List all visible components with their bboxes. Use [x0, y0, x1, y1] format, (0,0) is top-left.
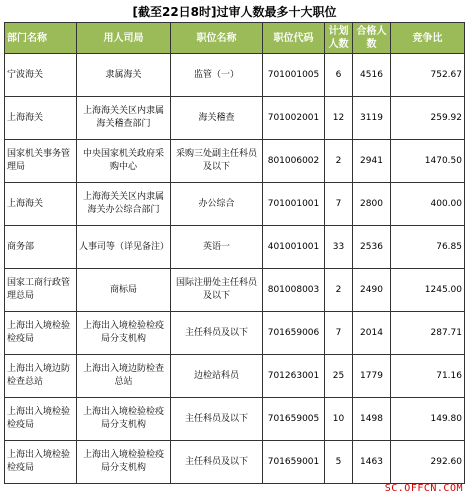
code-cell: 401001001 [263, 226, 325, 269]
header-qualified: 合格人数 [353, 23, 391, 54]
code-cell: 701001001 [263, 183, 325, 226]
bureau-cell: 人事司等（详见备注） [77, 226, 171, 269]
position-cell: 采购三处副主任科员及以下 [171, 140, 263, 183]
plan-cell: 12 [325, 97, 353, 140]
qualified-cell: 3119 [353, 97, 391, 140]
plan-cell: 5 [325, 441, 353, 484]
position-cell: 办公综合 [171, 183, 263, 226]
dept-cell: 国家工商行政管理总局 [5, 269, 77, 312]
plan-cell: 25 [325, 355, 353, 398]
position-cell: 监管（一） [171, 54, 263, 97]
qualified-cell: 1498 [353, 398, 391, 441]
bureau-cell: 上海出入境检验检疫局分支机构 [77, 398, 171, 441]
table-row [5, 226, 465, 269]
ratio-cell: 752.67 [391, 54, 465, 97]
code-cell: 701659005 [263, 398, 325, 441]
position-cell: 边检站科员 [171, 355, 263, 398]
ratio-cell: 1470.50 [391, 140, 465, 183]
qualified-cell: 2490 [353, 269, 391, 312]
position-cell: 主任科员及以下 [171, 398, 263, 441]
bureau-cell: 上海出入境边防检查总站 [77, 355, 171, 398]
plan-cell: 2 [325, 140, 353, 183]
ratio-cell: 287.71 [391, 312, 465, 355]
plan-cell: 2 [325, 269, 353, 312]
qualified-cell: 2014 [353, 312, 391, 355]
table-row [5, 269, 465, 312]
code-cell: 801006002 [263, 140, 325, 183]
plan-cell: 7 [325, 183, 353, 226]
ratio-cell: 400.00 [391, 183, 465, 226]
page-title: [截至22日8时]过审人数最多十大职位 [132, 5, 337, 19]
qualified-cell: 1463 [353, 441, 391, 484]
ratio-cell: 76.85 [391, 226, 465, 269]
ratio-cell: 149.80 [391, 398, 465, 441]
watermark: SC.OFFCN.COM [384, 483, 463, 494]
table-row [5, 312, 465, 355]
ratio-cell: 259.92 [391, 97, 465, 140]
position-cell: 英语一 [171, 226, 263, 269]
dept-cell: 商务部 [5, 226, 77, 269]
dept-cell: 上海海关 [5, 97, 77, 140]
ratio-cell: 71.16 [391, 355, 465, 398]
dept-cell: 上海出入境边防检查总站 [5, 355, 77, 398]
qualified-cell: 2800 [353, 183, 391, 226]
table-header-row [5, 23, 465, 54]
bureau-cell: 上海出入境检验检疫局分支机构 [77, 441, 171, 484]
table-row [5, 355, 465, 398]
code-cell: 701659006 [263, 312, 325, 355]
bureau-cell: 上海海关关区内隶属海关稽查部门 [77, 97, 171, 140]
code-cell: 701659001 [263, 441, 325, 484]
code-cell: 701001005 [263, 54, 325, 97]
table-row [5, 54, 465, 97]
plan-cell: 10 [325, 398, 353, 441]
bureau-cell: 中央国家机关政府采购中心 [77, 140, 171, 183]
header-code: 职位代码 [263, 23, 325, 54]
header-position: 职位名称 [171, 23, 263, 54]
plan-cell: 6 [325, 54, 353, 97]
table-row [5, 441, 465, 484]
position-cell: 主任科员及以下 [171, 441, 263, 484]
position-cell: 国际注册处主任科员及以下 [171, 269, 263, 312]
dept-cell: 国家机关事务管理局 [5, 140, 77, 183]
qualified-cell: 1779 [353, 355, 391, 398]
ratio-cell: 1245.00 [391, 269, 465, 312]
positions-table [4, 22, 465, 484]
bureau-cell: 商标局 [77, 269, 171, 312]
dept-cell: 上海出入境检验检疫局 [5, 441, 77, 484]
qualified-cell: 2536 [353, 226, 391, 269]
qualified-cell: 2941 [353, 140, 391, 183]
header-dept: 部门名称 [5, 23, 77, 54]
dept-cell: 宁波海关 [5, 54, 77, 97]
position-cell: 主任科员及以下 [171, 312, 263, 355]
qualified-cell: 4516 [353, 54, 391, 97]
bureau-cell: 上海海关关区内隶属海关办公综合部门 [77, 183, 171, 226]
bureau-cell: 上海出入境检验检疫局分支机构 [77, 312, 171, 355]
header-bureau: 用人司局 [77, 23, 171, 54]
table-row [5, 97, 465, 140]
ratio-cell: 292.60 [391, 441, 465, 484]
bureau-cell: 隶属海关 [77, 54, 171, 97]
table-row [5, 183, 465, 226]
table-row [5, 398, 465, 441]
dept-cell: 上海海关 [5, 183, 77, 226]
dept-cell: 上海出入境检验检疫局 [5, 312, 77, 355]
code-cell: 701263001 [263, 355, 325, 398]
header-ratio: 竞争比 [391, 23, 465, 54]
code-cell: 801008003 [263, 269, 325, 312]
header-plan: 计划人数 [325, 23, 353, 54]
plan-cell: 7 [325, 312, 353, 355]
dept-cell: 上海出入境检验检疫局 [5, 398, 77, 441]
plan-cell: 33 [325, 226, 353, 269]
table-row [5, 140, 465, 183]
code-cell: 701002001 [263, 97, 325, 140]
position-cell: 海关稽查 [171, 97, 263, 140]
